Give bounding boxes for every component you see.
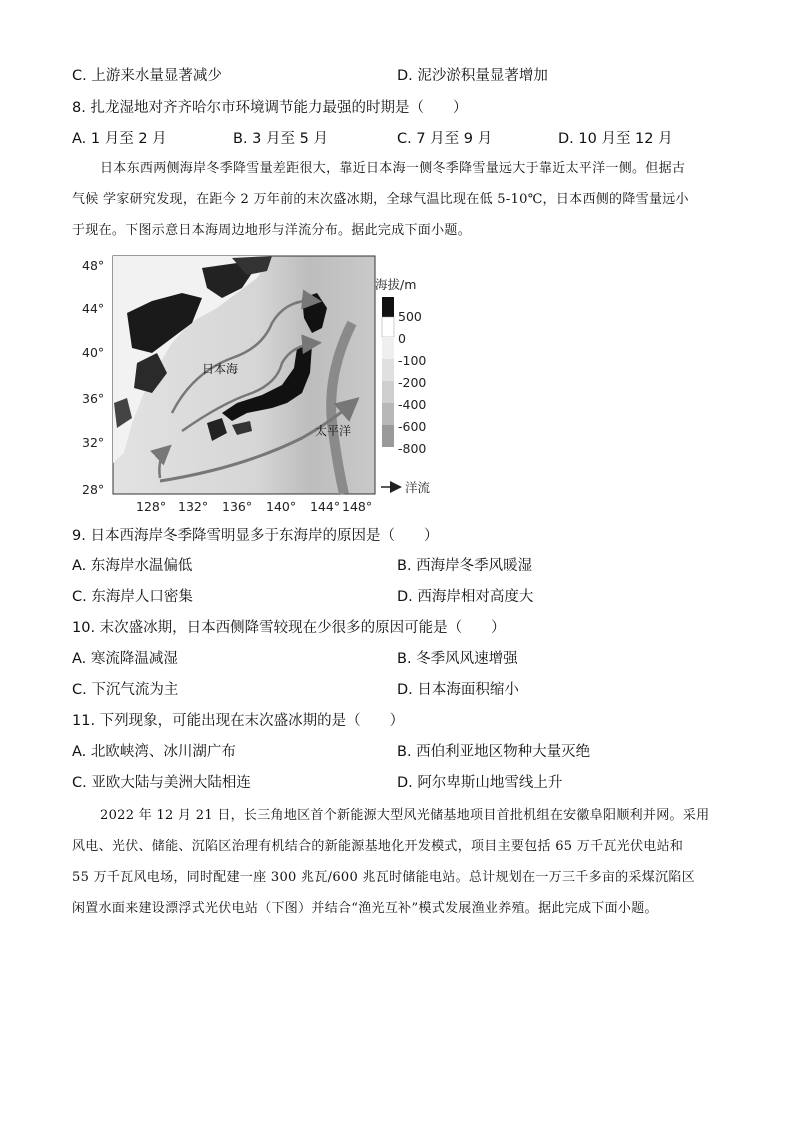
q8-stem: 8. 扎龙湿地对齐齐哈尔市环境调节能力最强的时期是（ ） (72, 100, 468, 116)
lat-40: 40° (82, 345, 105, 360)
japan-sea-map (72, 253, 442, 513)
lon-136: 136° (222, 499, 253, 513)
legend-minus600: -600 (398, 419, 427, 434)
legend-swatch-600 (382, 403, 394, 425)
q11-option-d: D. 阿尔卑斯山地雪线上升 (397, 775, 563, 791)
q11-option-b: B. 西伯利亚地区物种大量灭绝 (397, 744, 591, 760)
q8-option-d: D. 10 月至 12 月 (558, 131, 673, 147)
q8-option-a: A. 1 月至 2 月 (72, 131, 167, 147)
lon-148: 148° (342, 499, 373, 513)
q11-option-a: A. 北欧峡湾、冰川湖广布 (72, 744, 236, 760)
legend-current-label: 洋流 (405, 480, 431, 495)
q11-option-c: C. 亚欧大陆与美洲大陆相连 (72, 775, 251, 791)
legend-minus800: -800 (398, 441, 427, 456)
legend-minus200: -200 (398, 375, 427, 390)
q10-option-b: B. 冬季风风速增强 (397, 651, 518, 667)
legend-swatch-400 (382, 381, 394, 403)
q11-stem: 11. 下列现象，可能出现在末次盛冰期的是（ ） (72, 713, 405, 729)
passage2-line3: 55 万千瓦风电场，同时配建一座 300 兆瓦/600 兆瓦时储能电站。总计规划在一万三千多亩的采煤沉陷区 (72, 870, 695, 885)
q9-option-d: D. 西海岸相对高度大 (397, 589, 534, 605)
q9-option-a: A. 东海岸水温偏低 (72, 558, 193, 574)
q10-option-d: D. 日本海面积缩小 (397, 682, 519, 698)
legend-swatch-500 (382, 297, 394, 317)
q10-option-a: A. 寒流降温减湿 (72, 651, 178, 667)
q9-stem: 9. 日本西海岸冬季降雪明显多于东海岸的原因是（ ） (72, 528, 439, 544)
passage2-line4: 闲置水面来建设漂浮式光伏电站（下图）并结合“渔光互补”模式发展渔业养殖。据此完成下面小题。 (72, 901, 658, 916)
lat-28: 28° (82, 482, 105, 497)
lon-140: 140° (266, 499, 297, 513)
q7-option-c: C. 上游来水量显著减少 (72, 68, 222, 84)
lon-144: 144° (310, 499, 341, 513)
q9-option-b: B. 西海岸冬季风暖湿 (397, 558, 533, 574)
lat-44: 44° (82, 301, 105, 316)
q9-option-c: C. 东海岸人口密集 (72, 589, 193, 605)
lat-32: 32° (82, 435, 105, 450)
lat-36: 36° (82, 391, 105, 406)
passage2-line2: 风电、光伏、储能、沉陷区治理有机结合的新能源基地化开发模式，项目主要包括 65 万千瓦光伏电站和 (72, 839, 684, 854)
passage1-line1: 日本东西两侧海岸冬季降雪量差距很大，靠近日本海一侧冬季降雪量远大于靠近太平洋一侧。但据古 (100, 161, 686, 176)
legend-minus400: -400 (398, 397, 427, 412)
legend-swatch-100 (382, 337, 394, 359)
q7-option-d: D. 泥沙淤积量显著增加 (397, 68, 548, 84)
q10-option-c: C. 下沉气流为主 (72, 682, 179, 698)
legend-swatch-0 (382, 317, 394, 337)
legend-500: 500 (398, 309, 422, 324)
legend-minus100: -100 (398, 353, 427, 368)
passage1-line3: 于现在。下图示意日本海周边地形与洋流分布。据此完成下面小题。 (72, 223, 472, 238)
label-pacific: 太平洋 (315, 424, 352, 438)
q8-option-b: B. 3 月至 5 月 (233, 131, 328, 147)
passage-fuyang-energy (72, 800, 722, 924)
japan-sea-map-figure (72, 253, 442, 513)
passage-japan-snowfall (72, 153, 722, 246)
lat-48: 48° (82, 258, 105, 273)
legend-swatch-200 (382, 359, 394, 381)
q8-option-c: C. 7 月至 9 月 (397, 131, 493, 147)
legend-title: 海拔/m (375, 277, 417, 292)
passage1-line2: 气候 学家研究发现，在距今 2 万年前的末次盛冰期，全球气温比现在低 5-10℃，日本西侧的降雪量远小 (72, 192, 689, 207)
lon-128: 128° (136, 499, 167, 513)
passage2-line1: 2022 年 12 月 21 日，长三角地区首个新能源大型风光储基地项目首批机组在安徽阜阳顺利并网。采用 (100, 808, 710, 823)
lon-132: 132° (178, 499, 209, 513)
legend-0: 0 (398, 331, 406, 346)
label-sea-of-japan: 日本海 (202, 362, 239, 376)
q10-stem: 10. 末次盛冰期，日本西侧降雪较现在少很多的原因可能是（ ） (72, 620, 506, 636)
legend-swatch-800 (382, 425, 394, 447)
